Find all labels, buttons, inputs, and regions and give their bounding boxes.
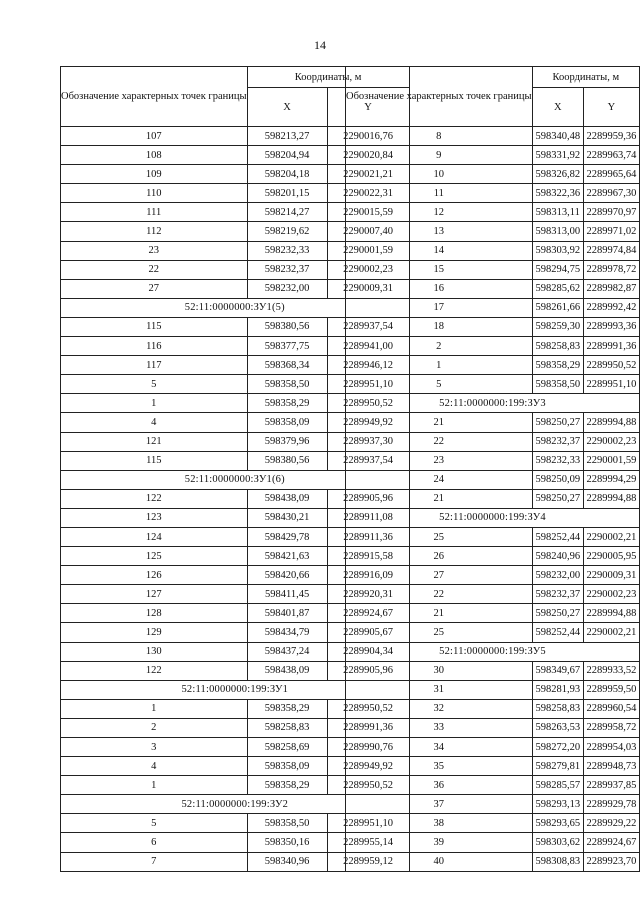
table-row bbox=[346, 776, 640, 795]
x-cell: 598350,16 bbox=[247, 833, 327, 852]
table-row bbox=[346, 241, 640, 260]
section-title: 52:11:0000000:ЗУ1(5) bbox=[61, 298, 410, 317]
point-cell: 126 bbox=[61, 566, 248, 585]
table-row bbox=[346, 298, 640, 317]
section-row bbox=[346, 394, 640, 413]
point-cell: 10 bbox=[346, 165, 533, 184]
y-cell: 2290002,21 bbox=[583, 527, 639, 546]
point-cell: 27 bbox=[61, 279, 248, 298]
y-cell: 2289937,54 bbox=[327, 317, 409, 336]
x-cell: 598437,24 bbox=[247, 642, 327, 661]
x-cell: 598380,56 bbox=[247, 451, 327, 470]
y-cell: 2290002,21 bbox=[583, 623, 639, 642]
y-cell: 2289982,87 bbox=[583, 279, 639, 298]
point-cell: 26 bbox=[346, 547, 533, 566]
x-cell: 598204,94 bbox=[247, 146, 327, 165]
point-cell: 23 bbox=[61, 241, 248, 260]
point-cell: 22 bbox=[346, 585, 533, 604]
point-cell: 1 bbox=[61, 776, 248, 795]
point-cell: 3 bbox=[61, 738, 248, 757]
point-cell: 121 bbox=[61, 432, 248, 451]
y-cell: 2289950,52 bbox=[327, 699, 409, 718]
x-cell: 598213,27 bbox=[247, 127, 327, 146]
point-cell: 110 bbox=[61, 184, 248, 203]
section-title: 52:11:0000000:199:ЗУ1 bbox=[61, 680, 410, 699]
table-row bbox=[346, 680, 640, 699]
y-cell: 2289948,73 bbox=[583, 757, 639, 776]
point-cell: 116 bbox=[61, 337, 248, 356]
point-cell: 115 bbox=[61, 451, 248, 470]
point-cell: 5 bbox=[61, 814, 248, 833]
point-cell: 115 bbox=[61, 317, 248, 336]
y-cell: 2289937,54 bbox=[327, 451, 409, 470]
x-cell: 598358,29 bbox=[247, 394, 327, 413]
section-title: 52:11:0000000:199:ЗУ5 bbox=[346, 642, 640, 661]
point-cell: 1 bbox=[61, 699, 248, 718]
point-cell: 2 bbox=[346, 337, 533, 356]
point-cell: 107 bbox=[61, 127, 248, 146]
x-cell: 598232,37 bbox=[532, 585, 583, 604]
x-cell: 598232,33 bbox=[532, 451, 583, 470]
point-cell: 30 bbox=[346, 661, 533, 680]
x-cell: 598293,13 bbox=[532, 795, 583, 814]
y-cell: 2289920,31 bbox=[327, 585, 409, 604]
y-cell: 2289905,96 bbox=[327, 661, 409, 680]
table-row bbox=[346, 547, 640, 566]
point-cell: 5 bbox=[61, 375, 248, 394]
y-cell: 2289937,85 bbox=[583, 776, 639, 795]
y-cell: 2289967,30 bbox=[583, 184, 639, 203]
x-cell: 598326,82 bbox=[532, 165, 583, 184]
x-cell: 598294,75 bbox=[532, 260, 583, 279]
x-cell: 598430,21 bbox=[247, 508, 327, 527]
table-row bbox=[346, 795, 640, 814]
y-cell: 2289955,14 bbox=[327, 833, 409, 852]
table-row bbox=[346, 337, 640, 356]
point-cell: 22 bbox=[61, 260, 248, 279]
point-cell: 25 bbox=[346, 527, 533, 546]
x-cell: 598258,83 bbox=[247, 718, 327, 737]
y-cell: 2289911,36 bbox=[327, 527, 409, 546]
header-coordinates: Координаты, м bbox=[532, 67, 639, 88]
y-cell: 2289958,72 bbox=[583, 718, 639, 737]
point-cell: 112 bbox=[61, 222, 248, 241]
point-cell: 125 bbox=[61, 547, 248, 566]
header-y: Y bbox=[583, 88, 639, 127]
y-cell: 2290021,21 bbox=[327, 165, 409, 184]
x-cell: 598322,36 bbox=[532, 184, 583, 203]
table-row bbox=[346, 623, 640, 642]
x-cell: 598411,45 bbox=[247, 585, 327, 604]
y-cell: 2289991,36 bbox=[583, 337, 639, 356]
table-row bbox=[346, 585, 640, 604]
coordinates-table-right bbox=[345, 66, 640, 872]
x-cell: 598331,92 bbox=[532, 146, 583, 165]
table-row bbox=[346, 814, 640, 833]
point-cell: 24 bbox=[346, 470, 533, 489]
x-cell: 598429,78 bbox=[247, 527, 327, 546]
y-cell: 2289994,29 bbox=[583, 470, 639, 489]
x-cell: 598279,81 bbox=[532, 757, 583, 776]
table-row bbox=[346, 203, 640, 222]
x-cell: 598219,62 bbox=[247, 222, 327, 241]
table-row bbox=[346, 718, 640, 737]
point-cell: 7 bbox=[61, 852, 248, 871]
point-cell: 21 bbox=[346, 413, 533, 432]
point-cell: 21 bbox=[346, 604, 533, 623]
point-cell: 21 bbox=[346, 489, 533, 508]
x-cell: 598349,67 bbox=[532, 661, 583, 680]
y-cell: 2289959,50 bbox=[583, 680, 639, 699]
y-cell: 2290005,95 bbox=[583, 547, 639, 566]
y-cell: 2289971,02 bbox=[583, 222, 639, 241]
point-cell: 15 bbox=[346, 260, 533, 279]
y-cell: 2289994,88 bbox=[583, 489, 639, 508]
x-cell: 598358,29 bbox=[532, 356, 583, 375]
table-row bbox=[346, 279, 640, 298]
x-cell: 598258,83 bbox=[532, 337, 583, 356]
y-cell: 2289994,88 bbox=[583, 604, 639, 623]
y-cell: 2289974,84 bbox=[583, 241, 639, 260]
x-cell: 598259,30 bbox=[532, 317, 583, 336]
x-cell: 598438,09 bbox=[247, 661, 327, 680]
x-cell: 598250,27 bbox=[532, 489, 583, 508]
x-cell: 598420,66 bbox=[247, 566, 327, 585]
y-cell: 2290015,59 bbox=[327, 203, 409, 222]
y-cell: 2289959,12 bbox=[327, 852, 409, 871]
table-row bbox=[346, 833, 640, 852]
x-cell: 598340,48 bbox=[532, 127, 583, 146]
table-row bbox=[346, 527, 640, 546]
point-cell: 36 bbox=[346, 776, 533, 795]
x-cell: 598313,00 bbox=[532, 222, 583, 241]
point-cell: 23 bbox=[346, 451, 533, 470]
x-cell: 598232,33 bbox=[247, 241, 327, 260]
y-cell: 2290002,23 bbox=[327, 260, 409, 279]
y-cell: 2290016,76 bbox=[327, 127, 409, 146]
point-cell: 122 bbox=[61, 489, 248, 508]
y-cell: 2290009,31 bbox=[583, 566, 639, 585]
table-row bbox=[346, 489, 640, 508]
x-cell: 598281,93 bbox=[532, 680, 583, 699]
y-cell: 2289911,08 bbox=[327, 508, 409, 527]
x-cell: 598358,50 bbox=[532, 375, 583, 394]
table-row bbox=[346, 432, 640, 451]
y-cell: 2289949,92 bbox=[327, 757, 409, 776]
table-row bbox=[346, 470, 640, 489]
x-cell: 598377,75 bbox=[247, 337, 327, 356]
point-cell: 16 bbox=[346, 279, 533, 298]
table-row bbox=[346, 356, 640, 375]
x-cell: 598258,83 bbox=[532, 699, 583, 718]
y-cell: 2289905,96 bbox=[327, 489, 409, 508]
point-cell: 37 bbox=[346, 795, 533, 814]
point-cell: 111 bbox=[61, 203, 248, 222]
y-cell: 2289949,92 bbox=[327, 413, 409, 432]
header-x: X bbox=[247, 88, 327, 127]
table-row bbox=[346, 260, 640, 279]
y-cell: 2289990,76 bbox=[327, 738, 409, 757]
x-cell: 598240,96 bbox=[532, 547, 583, 566]
table-row bbox=[346, 738, 640, 757]
y-cell: 2289923,70 bbox=[583, 852, 639, 871]
table-row bbox=[346, 566, 640, 585]
y-cell: 2290007,40 bbox=[327, 222, 409, 241]
y-cell: 2290022,31 bbox=[327, 184, 409, 203]
point-cell: 1 bbox=[346, 356, 533, 375]
x-cell: 598252,44 bbox=[532, 527, 583, 546]
table-row bbox=[346, 222, 640, 241]
point-cell: 38 bbox=[346, 814, 533, 833]
y-cell: 2289951,10 bbox=[327, 814, 409, 833]
y-cell: 2289929,78 bbox=[583, 795, 639, 814]
y-cell: 2289937,30 bbox=[327, 432, 409, 451]
header-y: Y bbox=[327, 88, 409, 127]
y-cell: 2290002,23 bbox=[583, 432, 639, 451]
point-cell: 1 bbox=[61, 394, 248, 413]
x-cell: 598214,27 bbox=[247, 203, 327, 222]
x-cell: 598358,29 bbox=[247, 776, 327, 795]
x-cell: 598438,09 bbox=[247, 489, 327, 508]
x-cell: 598421,63 bbox=[247, 547, 327, 566]
point-cell: 25 bbox=[346, 623, 533, 642]
y-cell: 2289951,10 bbox=[583, 375, 639, 394]
table-row bbox=[346, 184, 640, 203]
y-cell: 2290001,59 bbox=[583, 451, 639, 470]
point-cell: 4 bbox=[61, 757, 248, 776]
y-cell: 2290002,23 bbox=[583, 585, 639, 604]
point-cell: 5 bbox=[346, 375, 533, 394]
point-cell: 18 bbox=[346, 317, 533, 336]
x-cell: 598232,00 bbox=[532, 566, 583, 585]
x-cell: 598358,09 bbox=[247, 757, 327, 776]
point-cell: 39 bbox=[346, 833, 533, 852]
x-cell: 598250,27 bbox=[532, 413, 583, 432]
x-cell: 598272,20 bbox=[532, 738, 583, 757]
header-point-designation: Обозначение характерных точек границы bbox=[61, 67, 248, 127]
header-coordinates: Координаты, м bbox=[247, 67, 409, 88]
point-cell: 40 bbox=[346, 852, 533, 871]
point-cell: 12 bbox=[346, 203, 533, 222]
x-cell: 598201,15 bbox=[247, 184, 327, 203]
point-cell: 123 bbox=[61, 508, 248, 527]
point-cell: 122 bbox=[61, 661, 248, 680]
x-cell: 598379,96 bbox=[247, 432, 327, 451]
y-cell: 2289904,34 bbox=[327, 642, 409, 661]
y-cell: 2289915,58 bbox=[327, 547, 409, 566]
section-title: 52:11:0000000:ЗУ1(6) bbox=[61, 470, 410, 489]
y-cell: 2289994,88 bbox=[583, 413, 639, 432]
table-row bbox=[346, 413, 640, 432]
y-cell: 2289970,97 bbox=[583, 203, 639, 222]
y-cell: 2289929,22 bbox=[583, 814, 639, 833]
x-cell: 598380,56 bbox=[247, 317, 327, 336]
header-point-designation: Обозначение характерных точек границы bbox=[346, 67, 533, 127]
y-cell: 2289905,67 bbox=[327, 623, 409, 642]
point-cell: 129 bbox=[61, 623, 248, 642]
section-title: 52:11:0000000:199:ЗУ2 bbox=[61, 795, 410, 814]
point-cell: 17 bbox=[346, 298, 533, 317]
point-cell: 2 bbox=[61, 718, 248, 737]
point-cell: 109 bbox=[61, 165, 248, 184]
y-cell: 2289950,52 bbox=[327, 394, 409, 413]
point-cell: 13 bbox=[346, 222, 533, 241]
y-cell: 2290001,59 bbox=[327, 241, 409, 260]
x-cell: 598204,18 bbox=[247, 165, 327, 184]
x-cell: 598358,50 bbox=[247, 814, 327, 833]
table-row bbox=[346, 852, 640, 871]
y-cell: 2289965,64 bbox=[583, 165, 639, 184]
y-cell: 2289946,12 bbox=[327, 356, 409, 375]
section-title: 52:11:0000000:199:ЗУ3 bbox=[346, 394, 640, 413]
table-row bbox=[346, 375, 640, 394]
x-cell: 598303,62 bbox=[532, 833, 583, 852]
y-cell: 2289924,67 bbox=[583, 833, 639, 852]
y-cell: 2289954,03 bbox=[583, 738, 639, 757]
x-cell: 598434,79 bbox=[247, 623, 327, 642]
y-cell: 2290020,84 bbox=[327, 146, 409, 165]
table-row bbox=[346, 604, 640, 623]
y-cell: 2289963,74 bbox=[583, 146, 639, 165]
section-row bbox=[346, 508, 640, 527]
y-cell: 2289951,10 bbox=[327, 375, 409, 394]
point-cell: 35 bbox=[346, 757, 533, 776]
y-cell: 2289978,72 bbox=[583, 260, 639, 279]
x-cell: 598303,92 bbox=[532, 241, 583, 260]
point-cell: 22 bbox=[346, 432, 533, 451]
point-cell: 124 bbox=[61, 527, 248, 546]
section-row bbox=[346, 642, 640, 661]
x-cell: 598358,09 bbox=[247, 413, 327, 432]
header-x: X bbox=[532, 88, 583, 127]
point-cell: 34 bbox=[346, 738, 533, 757]
y-cell: 2289950,52 bbox=[327, 776, 409, 795]
table-row bbox=[346, 165, 640, 184]
x-cell: 598261,66 bbox=[532, 298, 583, 317]
point-cell: 33 bbox=[346, 718, 533, 737]
x-cell: 598252,44 bbox=[532, 623, 583, 642]
x-cell: 598368,34 bbox=[247, 356, 327, 375]
point-cell: 127 bbox=[61, 585, 248, 604]
y-cell: 2289916,09 bbox=[327, 566, 409, 585]
x-cell: 598285,62 bbox=[532, 279, 583, 298]
point-cell: 6 bbox=[61, 833, 248, 852]
x-cell: 598232,37 bbox=[532, 432, 583, 451]
page-number: 14 bbox=[314, 38, 326, 52]
y-cell: 2289993,36 bbox=[583, 317, 639, 336]
table-row bbox=[346, 317, 640, 336]
x-cell: 598340,96 bbox=[247, 852, 327, 871]
point-cell: 8 bbox=[346, 127, 533, 146]
x-cell: 598258,69 bbox=[247, 738, 327, 757]
x-cell: 598358,29 bbox=[247, 699, 327, 718]
y-cell: 2289924,67 bbox=[327, 604, 409, 623]
x-cell: 598232,00 bbox=[247, 279, 327, 298]
table-row bbox=[346, 127, 640, 146]
point-cell: 108 bbox=[61, 146, 248, 165]
y-cell: 2289959,36 bbox=[583, 127, 639, 146]
x-cell: 598285,57 bbox=[532, 776, 583, 795]
y-cell: 2289941,00 bbox=[327, 337, 409, 356]
section-title: 52:11:0000000:199:ЗУ4 bbox=[346, 508, 640, 527]
x-cell: 598358,50 bbox=[247, 375, 327, 394]
y-cell: 2289933,52 bbox=[583, 661, 639, 680]
point-cell: 14 bbox=[346, 241, 533, 260]
point-cell: 9 bbox=[346, 146, 533, 165]
point-cell: 32 bbox=[346, 699, 533, 718]
point-cell: 31 bbox=[346, 680, 533, 699]
point-cell: 4 bbox=[61, 413, 248, 432]
point-cell: 11 bbox=[346, 184, 533, 203]
table-row bbox=[346, 661, 640, 680]
table-row bbox=[346, 146, 640, 165]
x-cell: 598308,83 bbox=[532, 852, 583, 871]
table-row bbox=[346, 757, 640, 776]
table-row bbox=[346, 699, 640, 718]
y-cell: 2289950,52 bbox=[583, 356, 639, 375]
point-cell: 128 bbox=[61, 604, 248, 623]
y-cell: 2289960,54 bbox=[583, 699, 639, 718]
x-cell: 598401,87 bbox=[247, 604, 327, 623]
x-cell: 598250,27 bbox=[532, 604, 583, 623]
x-cell: 598293,65 bbox=[532, 814, 583, 833]
y-cell: 2290009,31 bbox=[327, 279, 409, 298]
y-cell: 2289991,36 bbox=[327, 718, 409, 737]
table-row bbox=[346, 451, 640, 470]
y-cell: 2289992,42 bbox=[583, 298, 639, 317]
x-cell: 598263,53 bbox=[532, 718, 583, 737]
point-cell: 117 bbox=[61, 356, 248, 375]
x-cell: 598232,37 bbox=[247, 260, 327, 279]
point-cell: 130 bbox=[61, 642, 248, 661]
point-cell: 27 bbox=[346, 566, 533, 585]
x-cell: 598313,11 bbox=[532, 203, 583, 222]
x-cell: 598250,09 bbox=[532, 470, 583, 489]
